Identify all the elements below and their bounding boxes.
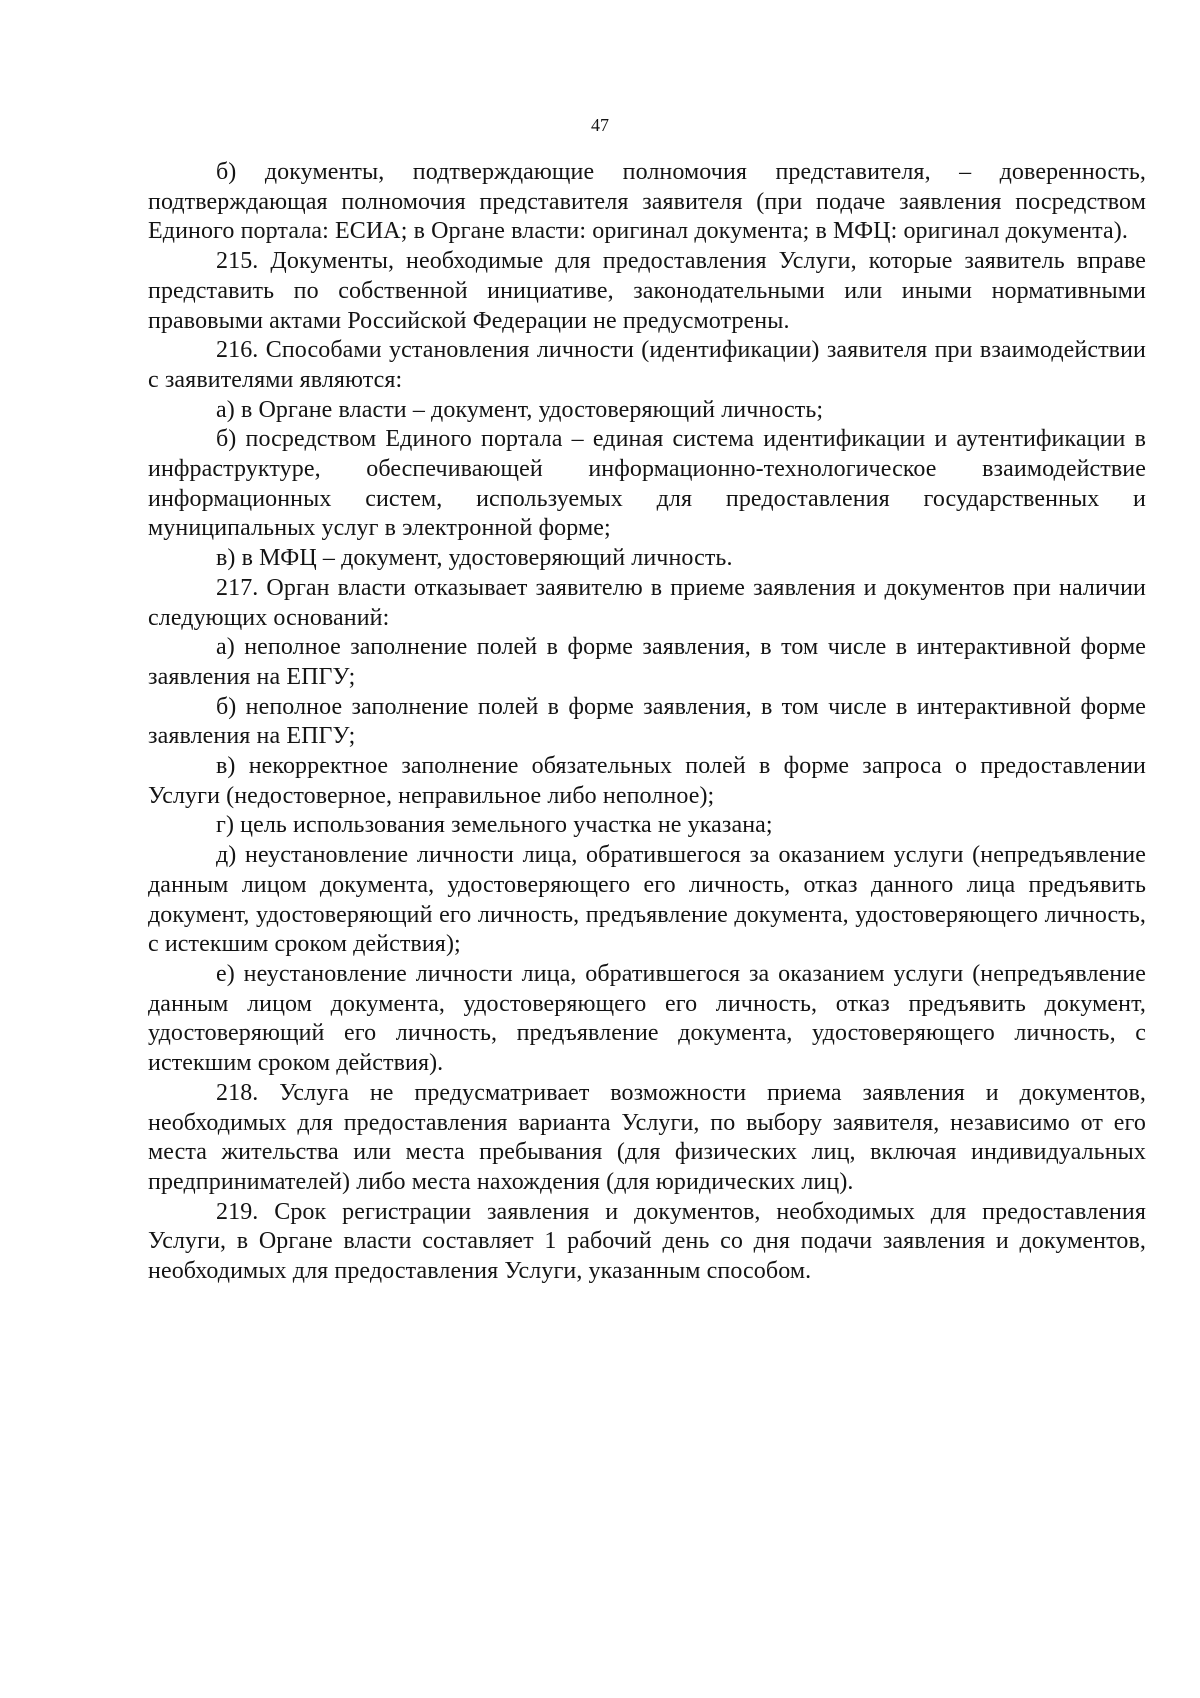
paragraph-217-a: а) неполное заполнение полей в форме заявления, в том числе в интерактивной форме заявления на ЕПГУ; xyxy=(148,634,1146,690)
paragraph-216-b: б) посредством Единого портала – единая система идентификации и аутентификации в инфраструктуре, обеспечивающей информационно-технологическое взаимодействие информационных систем, используемых для предоставления государственных и муниципальных услуг в электронной форме; xyxy=(148,426,1146,542)
paragraph-217-d: д) неустановление личности лица, обратившегося за оказанием услуги (непредъявление данным лицом документа, удостоверяющего его личность, отказ данного лица предъявить документ, удостоверяющий его личность, предъявление документа, удостоверяющего личность, с истекшим сроком действия); xyxy=(148,842,1146,958)
paragraph-217-e: е) неустановление личности лица, обратившегося за оказанием услуги (непредъявление данным лицом документа, удостоверяющего его личность, отказ предъявить документ, удостоверяющий его личность, предъявление документа, удостоверяющего личность, с истекшим сроком действия). xyxy=(148,960,1146,1077)
paragraph-217-v: в) некорректное заполнение обязательных полей в форме запроса о предоставлении Услуги (недостоверное, неправильное либо неполное); xyxy=(148,753,1146,809)
page-number: 47 xyxy=(591,115,609,135)
paragraph-217-g: г) цель использования земельного участка не указана; xyxy=(216,812,773,839)
paragraph-216-v: в) в МФЦ – документ, удостоверяющий личность. xyxy=(216,545,733,572)
paragraph-b-representative-documents: б) документы, подтверждающие полномочия представителя, – доверенность, подтверждающая полномочия представителя заявителя (при подаче заявления посредством Единого портала: ЕСИА; в Органе власти: оригинал документа; в МФЦ: оригинал документа). xyxy=(148,159,1146,245)
paragraph-217: 217. Орган власти отказывает заявителю в приеме заявления и документов при наличии следующих оснований: xyxy=(148,574,1146,631)
paragraph-217-b: б) неполное заполнение полей в форме заявления, в том числе в интерактивной форме заявления на ЕПГУ; xyxy=(148,693,1146,750)
paragraph-219: 219. Срок регистрации заявления и документов, необходимых для предоставления Услуги, в Органе власти составляет 1 рабочий день со дня подачи заявления и документов, необходимых для предоставления Услуги, указанным способом. xyxy=(148,1198,1146,1285)
paragraph-216-a: а) в Органе власти – документ, удостоверяющий личность; xyxy=(216,396,824,423)
document-body xyxy=(148,158,1146,1287)
paragraph-216: 216. Способами установления личности (идентификации) заявителя при взаимодействии с заявителями являются: xyxy=(148,337,1146,393)
paragraph-218: 218. Услуга не предусматривает возможности приема заявления и документов, необходимых для предоставления варианта Услуги, по выбору заявителя, независимо от его места жительства или места пребывания (для физических лиц, включая индивидуальных предпринимателей) либо места нахождения (для юридических лиц). xyxy=(148,1079,1146,1195)
paragraph-215: 215. Документы, необходимые для предоставления Услуги, которые заявитель вправе представить по собственной инициативе, законодательными или иными нормативными правовыми актами Российской Федерации не предусмотрены. xyxy=(148,248,1146,334)
